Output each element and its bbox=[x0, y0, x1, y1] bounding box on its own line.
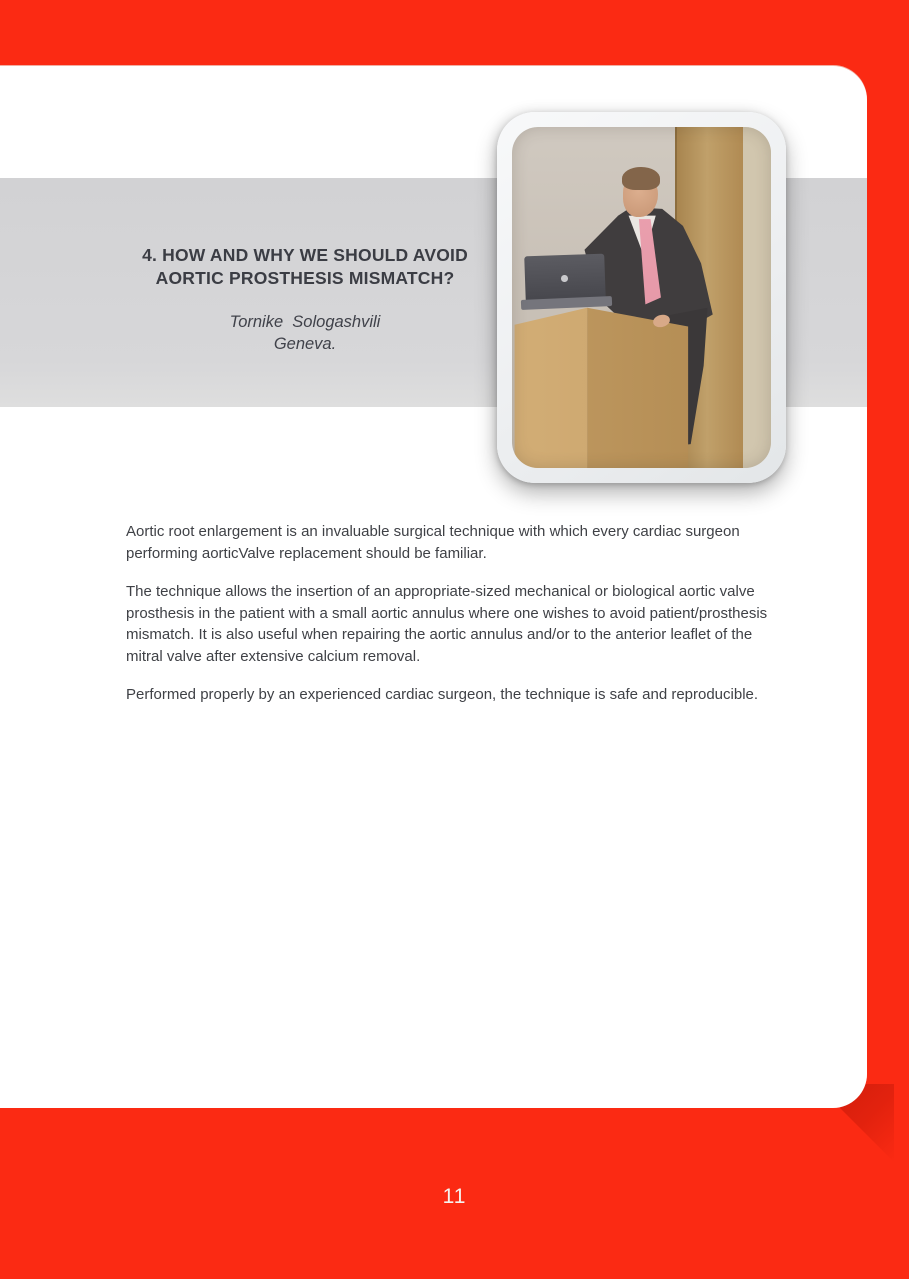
article-body bbox=[126, 521, 790, 723]
speaker-photo-frame bbox=[497, 112, 786, 483]
page-number: 11 bbox=[442, 1185, 467, 1208]
speaker-block bbox=[118, 311, 492, 355]
title-area bbox=[118, 244, 492, 355]
section-title-line2: AORTIC PROSTHESIS MISMATCH? bbox=[155, 268, 455, 288]
speaker-photo bbox=[512, 127, 771, 468]
speaker-name: Tornike Sologashvili bbox=[229, 313, 381, 331]
content-card bbox=[0, 66, 867, 1108]
photo-vignette bbox=[512, 127, 771, 468]
paragraph-1: Aortic root enlargement is an invaluable surgical technique with which every cardiac surgeon performing aorticValve replacement should be familiar. bbox=[126, 523, 740, 562]
section-title-line1: 4. HOW AND WHY WE SHOULD AVOID bbox=[142, 245, 468, 265]
paragraph-2: The technique allows the insertion of an appropriate-sized mechanical or biological aortic valve prosthesis in the patient with a small aortic annulus where one wishes to avoid patient/prosthesis mismatch. It is also useful when repairing the aortic annulus and/or to the anterior leaflet of the mitral valve after extensive calcium removal. bbox=[126, 583, 768, 665]
speaker-city: Geneva. bbox=[273, 335, 337, 353]
paragraph-3: Performed properly by an experienced cardiac surgeon, the technique is safe and reproducible. bbox=[126, 686, 759, 703]
